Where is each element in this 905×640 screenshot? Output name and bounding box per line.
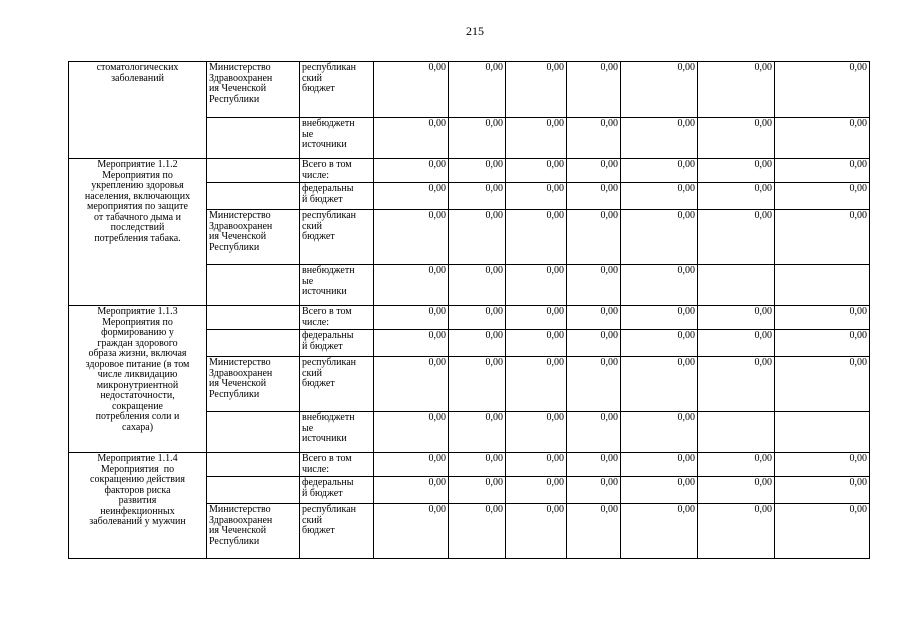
value-cell <box>775 412 870 453</box>
value-cell: 0,00 <box>775 453 870 477</box>
value-cell: 0,00 <box>506 453 567 477</box>
value-cell: 0,00 <box>775 504 870 559</box>
value-cell: 0,00 <box>775 118 870 159</box>
value-cell: 0,00 <box>567 210 621 265</box>
value-cell: 0,00 <box>698 477 775 504</box>
value-cell: 0,00 <box>698 306 775 330</box>
value-cell: 0,00 <box>621 453 698 477</box>
value-cell: 0,00 <box>449 118 506 159</box>
value-cell: 0,00 <box>621 306 698 330</box>
value-cell: 0,00 <box>506 477 567 504</box>
source-label: республикан ский бюджет <box>300 504 374 559</box>
value-cell: 0,00 <box>567 118 621 159</box>
value-cell: 0,00 <box>621 210 698 265</box>
value-cell: 0,00 <box>621 330 698 357</box>
value-cell: 0,00 <box>567 183 621 210</box>
value-cell: 0,00 <box>506 118 567 159</box>
value-cell <box>698 265 775 306</box>
value-cell: 0,00 <box>506 504 567 559</box>
value-cell: 0,00 <box>374 504 449 559</box>
responsible-cell <box>207 477 300 504</box>
value-cell: 0,00 <box>449 306 506 330</box>
value-cell: 0,00 <box>449 210 506 265</box>
source-label: республикан ский бюджет <box>300 210 374 265</box>
value-cell: 0,00 <box>374 183 449 210</box>
value-cell: 0,00 <box>374 453 449 477</box>
value-cell: 0,00 <box>567 412 621 453</box>
value-cell: 0,00 <box>374 210 449 265</box>
measure-title: Мероприятие 1.1.3 Мероприятия по формированию у граждан здорового образа жизни, включая здоровое питание (в том числе ликвидацию микронутриентной недостаточности, сокращение потребления соли и сахара) <box>69 306 207 453</box>
value-cell: 0,00 <box>775 330 870 357</box>
source-label: внебюджетн ые источники <box>300 412 374 453</box>
value-cell <box>698 412 775 453</box>
value-cell: 0,00 <box>449 159 506 183</box>
source-label: внебюджетн ые источники <box>300 265 374 306</box>
value-cell: 0,00 <box>621 62 698 118</box>
source-label: Всего в том числе: <box>300 306 374 330</box>
responsible-cell <box>207 453 300 477</box>
responsible-cell: Министерство Здравоохранен ия Чеченской Республики <box>207 210 300 265</box>
value-cell: 0,00 <box>698 330 775 357</box>
responsible-cell <box>207 159 300 183</box>
responsible-cell <box>207 330 300 357</box>
value-cell: 0,00 <box>621 159 698 183</box>
value-cell: 0,00 <box>506 330 567 357</box>
value-cell: 0,00 <box>374 477 449 504</box>
responsible-cell: Министерство Здравоохранен ия Чеченской Республики <box>207 504 300 559</box>
value-cell <box>775 265 870 306</box>
value-cell: 0,00 <box>449 504 506 559</box>
responsible-cell <box>207 306 300 330</box>
value-cell: 0,00 <box>567 265 621 306</box>
value-cell: 0,00 <box>775 306 870 330</box>
value-cell: 0,00 <box>506 412 567 453</box>
value-cell: 0,00 <box>698 159 775 183</box>
source-label: федеральны й бюджет <box>300 330 374 357</box>
value-cell: 0,00 <box>567 159 621 183</box>
value-cell: 0,00 <box>567 306 621 330</box>
value-cell: 0,00 <box>775 357 870 412</box>
value-cell: 0,00 <box>449 183 506 210</box>
table-row <box>69 159 870 183</box>
value-cell: 0,00 <box>698 118 775 159</box>
value-cell: 0,00 <box>449 62 506 118</box>
value-cell: 0,00 <box>374 330 449 357</box>
value-cell: 0,00 <box>621 504 698 559</box>
value-cell: 0,00 <box>621 412 698 453</box>
value-cell: 0,00 <box>374 62 449 118</box>
value-cell: 0,00 <box>698 357 775 412</box>
source-label: федеральны й бюджет <box>300 183 374 210</box>
value-cell: 0,00 <box>775 62 870 118</box>
value-cell: 0,00 <box>567 62 621 118</box>
source-label: республикан ский бюджет <box>300 357 374 412</box>
value-cell: 0,00 <box>374 412 449 453</box>
value-cell: 0,00 <box>698 504 775 559</box>
value-cell: 0,00 <box>449 412 506 453</box>
value-cell: 0,00 <box>698 210 775 265</box>
source-label: Всего в том числе: <box>300 453 374 477</box>
value-cell: 0,00 <box>506 357 567 412</box>
measure-title: стоматологических заболеваний <box>69 62 207 159</box>
value-cell: 0,00 <box>506 62 567 118</box>
responsible-cell <box>207 183 300 210</box>
value-cell: 0,00 <box>449 265 506 306</box>
value-cell: 0,00 <box>621 357 698 412</box>
value-cell: 0,00 <box>621 265 698 306</box>
value-cell: 0,00 <box>506 159 567 183</box>
value-cell: 0,00 <box>449 477 506 504</box>
value-cell: 0,00 <box>506 210 567 265</box>
value-cell: 0,00 <box>374 357 449 412</box>
table-row <box>69 62 870 118</box>
value-cell: 0,00 <box>775 210 870 265</box>
value-cell: 0,00 <box>621 477 698 504</box>
measure-title: Мероприятие 1.1.4 Мероприятия по сокращению действия факторов риска развития неинфекционных заболеваний у мужчин <box>69 453 207 559</box>
value-cell: 0,00 <box>506 183 567 210</box>
responsible-cell <box>207 265 300 306</box>
value-cell: 0,00 <box>506 306 567 330</box>
responsible-cell <box>207 412 300 453</box>
value-cell: 0,00 <box>567 504 621 559</box>
value-cell: 0,00 <box>506 265 567 306</box>
value-cell: 0,00 <box>698 183 775 210</box>
value-cell: 0,00 <box>775 159 870 183</box>
value-cell: 0,00 <box>621 183 698 210</box>
value-cell: 0,00 <box>567 477 621 504</box>
source-label: федеральны й бюджет <box>300 477 374 504</box>
source-label: внебюджетн ые источники <box>300 118 374 159</box>
value-cell: 0,00 <box>449 330 506 357</box>
value-cell: 0,00 <box>374 265 449 306</box>
value-cell: 0,00 <box>775 183 870 210</box>
value-cell: 0,00 <box>698 62 775 118</box>
source-label: республикан ский бюджет <box>300 62 374 118</box>
value-cell: 0,00 <box>374 159 449 183</box>
value-cell: 0,00 <box>567 330 621 357</box>
responsible-cell <box>207 118 300 159</box>
value-cell: 0,00 <box>374 306 449 330</box>
value-cell: 0,00 <box>621 118 698 159</box>
value-cell: 0,00 <box>449 357 506 412</box>
table-row <box>69 306 870 330</box>
table-row <box>69 453 870 477</box>
measure-title: Мероприятие 1.1.2 Мероприятия по укреплению здоровья населения, включающих мероприятия по защите от табачного дыма и последствий потребления табака. <box>69 159 207 306</box>
budget-table <box>68 61 870 559</box>
value-cell: 0,00 <box>698 453 775 477</box>
value-cell: 0,00 <box>449 453 506 477</box>
responsible-cell: Министерство Здравоохранен ия Чеченской Республики <box>207 357 300 412</box>
value-cell: 0,00 <box>567 357 621 412</box>
value-cell: 0,00 <box>374 118 449 159</box>
value-cell: 0,00 <box>775 477 870 504</box>
source-label: Всего в том числе: <box>300 159 374 183</box>
responsible-cell: Министерство Здравоохранен ия Чеченской Республики <box>207 62 300 118</box>
page-number: 215 <box>466 24 484 38</box>
value-cell: 0,00 <box>567 453 621 477</box>
